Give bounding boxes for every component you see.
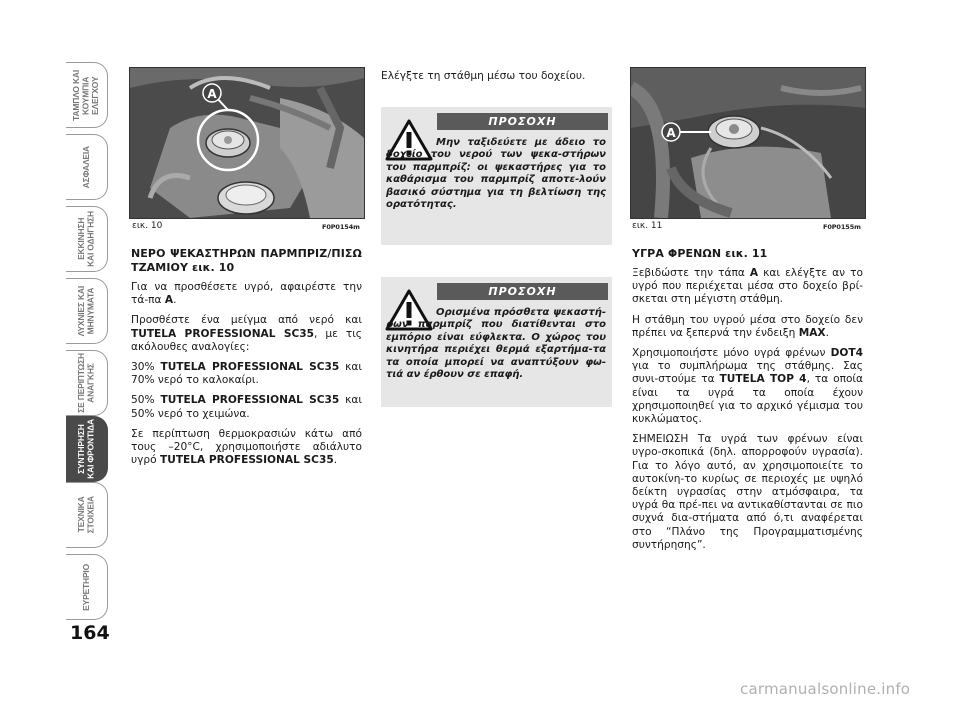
- tab-index[interactable]: [66, 554, 108, 620]
- tab-label: ΛΥΧΝΙΕΣ ΚΑΙ ΜΗΝΥΜΑΤΑ: [76, 285, 96, 337]
- warning-text: Ορισμένα πρόσθετα ψεκαστή-ρων παρμπρίζ που διατίθενται στο εμπόριο είναι εύφλεκτα. Ο χώρος του κινητήρα περιέχει θερμά εξαρτήμα-τα τα οποία μπορεί να αναπτύξουν φω-τιά αν έρθουν σε επαφή.: [386, 307, 606, 381]
- tab-dashboard-controls[interactable]: [66, 62, 108, 128]
- tab-emergency[interactable]: [66, 350, 108, 416]
- fig10-marker: A: [207, 87, 217, 101]
- paragraph: Προσθέστε ένα μείγμα από νερό και TUTELA PROFESSIONAL SC35, με τις ακόλουθες αναλογίες:: [131, 314, 362, 353]
- paragraph: 50% TUTELA PROFESSIONAL SC35 και 50% νερό το χειμώνα.: [131, 394, 362, 420]
- watermark: carmanualsonline.info: [740, 680, 911, 698]
- tab-label: ΕΚΚΙΝΗΣΗ ΚΑΙ ΟΔΗΓΗΣΗ: [76, 211, 96, 267]
- paragraph: Ξεβιδώστε την τάπα A και ελέγξτε αν το υγρό που περιέχεται μέσα στο δοχείο βρί-σκεται στη μέγιστη στάθμη.: [632, 267, 863, 306]
- paragraph: ΣΗΜΕΙΩΣΗ Τα υγρά των φρένων είναι υγρο-σκοπικά (δηλ. απορροφούν υγρασία). Για το λόγο αυτό, αν χρησιμοποιείτε το αυτοκίνη-το κυρίως σε περιοχές με υψηλό δείκτη υγρασίας στην ατμόσφαιρα, τα υγρά θα πρέ-πει να αντικαθίστανται σε πιο συχνά δια-στήματα από ό,τι αναφέρεται στο “Πλάνο της Προγραμματισμένης συντήρησης”.: [632, 433, 863, 551]
- paragraph: 30% TUTELA PROFESSIONAL SC35 και 70% νερό το καλοκαίρι.: [131, 361, 362, 387]
- right-column: [632, 247, 863, 559]
- paragraph: Ελέγξτε τη στάθμη μέσω του δοχείου.: [381, 70, 586, 82]
- middle-intro: [381, 70, 611, 90]
- warning-box-1: [381, 107, 612, 245]
- section-heading-brake-fluid: ΥΓΡΑ ΦΡΕΝΩΝ εικ. 11: [632, 247, 768, 260]
- page-number: 164: [70, 622, 110, 644]
- fig11-marker: A: [666, 126, 676, 140]
- paragraph: Χρησιμοποιήστε μόνο υγρά φρένων DOT4 για το συμπλήρωμα της στάθμης. Σας συνι-στούμε τα TUTELA TOP 4, τα οποία είναι τα υγρά τα οποία έχουν χρησιμοποιηθεί για το αρχικό γέμισμα του κυκλώματος.: [632, 347, 863, 426]
- figure-11-code: F0P0155m: [823, 223, 861, 231]
- figure-10-caption: εικ. 10: [132, 221, 163, 231]
- warning-box-2: [381, 277, 612, 407]
- paragraph: Για να προσθέσετε υγρό, αφαιρέστε την τά-πα A.: [131, 281, 362, 307]
- tab-warning-lights[interactable]: [66, 278, 108, 344]
- tab-label: ΣΥΝΤΗΡΗΣΗ ΚΑΙ ΦΡΟΝΤΙΔΑ: [76, 419, 96, 479]
- warning-text: Μην ταξιδεύετε με άδειο το δοχείο του νερού των ψεκα-στήρων του παρμπρίζ: οι ψεκαστήρες για το καθάρισμα του παρμπρίζ αποτε-λούν βασικό σύστημα για τη βελτίωση της ορατότητας.: [386, 137, 606, 211]
- tab-label: ΕΥΡΕΤΗΡΙΟ: [80, 563, 91, 611]
- warning-title: ΠΡΟΣΟΧΗ: [437, 113, 608, 130]
- tab-technical-data[interactable]: [66, 482, 108, 548]
- paragraph: Η στάθμη του υγρού μέσα στο δοχείο δεν πρέπει να ξεπερνά την ένδειξη MAX.: [632, 313, 863, 339]
- section-heading-washer: ΝΕΡΟ ΨΕΚΑΣΤΗΡΩΝ ΠΑΡΜΠΡΙΖ/ΠΙΣΩ ΤΖΑΜΙΟΥ εικ. 10: [131, 247, 362, 274]
- tab-label: ΣΕ ΠΕΡΙΠΤΩΣΗ ΑΝΑΓΚΗΣ: [76, 353, 96, 413]
- tab-safety[interactable]: [66, 134, 108, 200]
- warning-title: ΠΡΟΣΟΧΗ: [437, 283, 608, 300]
- figure-10-code: F0P0154m: [322, 223, 360, 231]
- figure-11-photo: [630, 67, 866, 219]
- tab-maintenance[interactable]: [66, 416, 108, 482]
- figure-11-caption: εικ. 11: [632, 221, 663, 231]
- tab-starting-driving[interactable]: [66, 206, 108, 272]
- figure-10-photo: [129, 67, 365, 219]
- tab-label: ΤΑΜΠΛΟ ΚΑΙ ΚΟΥΜΠΙΑ ΕΛΕΓΧΟΥ: [71, 69, 101, 121]
- paragraph: Σε περίπτωση θερμοκρασιών κάτω από τους –20°C, χρησιμοποιήστε αδιάλυτο υγρό TUTELA PROFESSIONAL SC35.: [131, 427, 362, 467]
- tab-label: ΤΕΧΝΙΚΑ ΣΤΟΙΧΕΙΑ: [76, 496, 96, 534]
- tab-label: ΑΣΦΑΛΕΙΑ: [80, 145, 91, 189]
- left-column: [131, 247, 362, 474]
